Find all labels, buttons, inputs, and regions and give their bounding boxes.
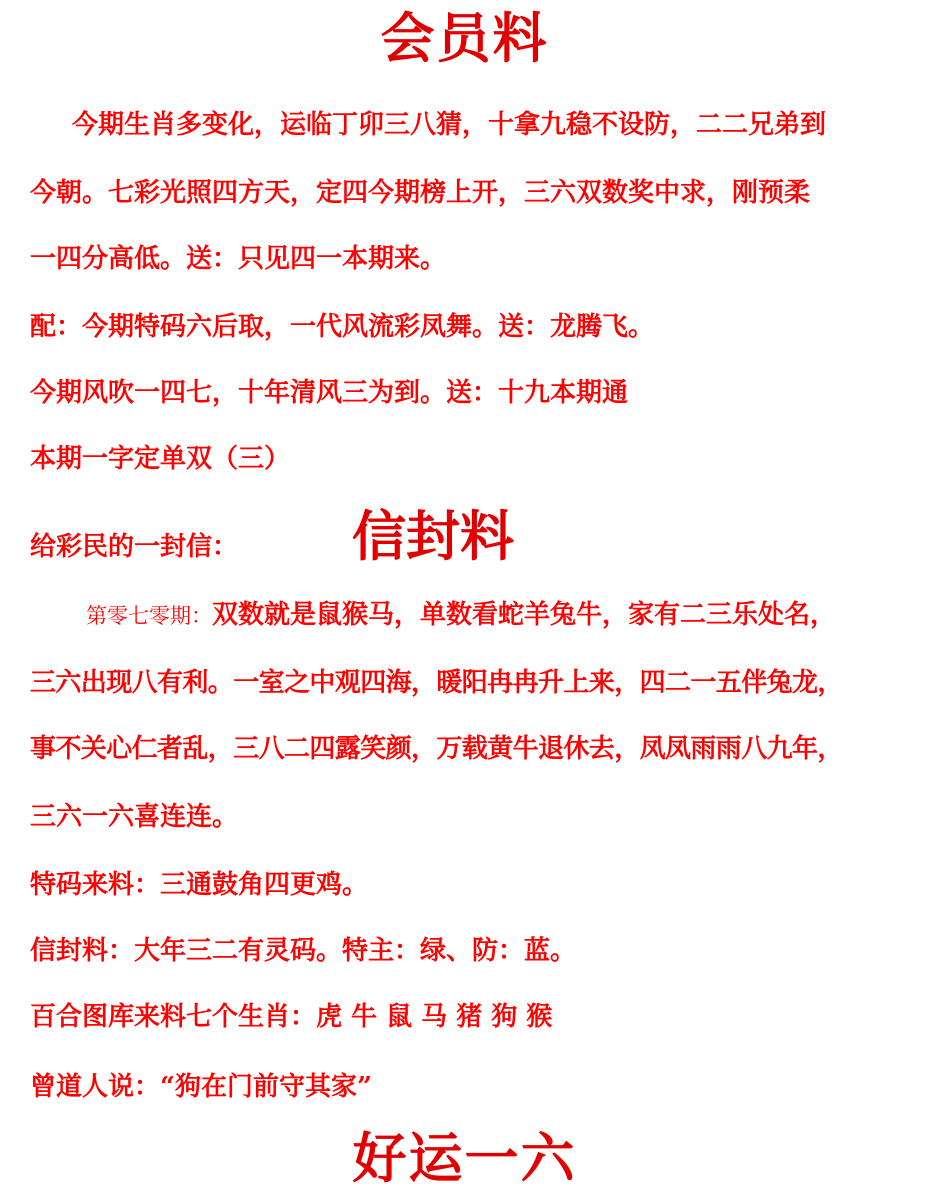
- pairing-line: 配：今期特码六后取，一代风流彩凤舞。送：龙腾飞。: [30, 312, 655, 342]
- paragraph1-line3: 一四分高低。送：只见四一本期来。: [30, 244, 447, 274]
- title-member-material: 会员料: [380, 6, 549, 70]
- wind-line: 今期风吹一四七，十年清风三为到。送：十九本期通: [30, 378, 629, 408]
- letter-line1: [86, 598, 836, 633]
- special-code-line: 特码来料：三通鼓角四更鸡。: [30, 870, 369, 900]
- lily-gallery-line: 百合图库来料七个生肖：虎 牛 鼠 马 猪 狗 猴: [30, 1002, 553, 1032]
- letter-line4: 三六一六喜连连。: [30, 802, 239, 832]
- letter-line3: 事不关心仁者乱，三八二四露笑颜，万载黄牛退休去，凤凤雨雨八九年，: [30, 734, 843, 764]
- taoist-quote-line: 曾道人说：“狗在门前守其家”: [30, 1072, 372, 1102]
- issue-prefix: 第零七零期：: [86, 604, 212, 628]
- odd-even-line: 本期一字定单双（三）: [30, 444, 291, 474]
- paragraph1-line2: 今朝。七彩光照四方天，定四今期榜上开，三六双数奖中求，刚预柔: [30, 178, 811, 208]
- letter-line1-text: 双数就是鼠猴马，单数看蛇羊兔牛，家有二三乐处名，: [212, 600, 837, 630]
- envelope-material-line: 信封料：大年三二有灵码。特主：绿、防：蓝。: [30, 936, 577, 966]
- title-good-luck: 好运一六: [352, 1126, 577, 1190]
- letter-label: 给彩民的一封信：: [30, 532, 239, 562]
- paragraph1-line1: 今期生肖多变化，运临丁卯三八猜，十拿九稳不设防，二二兄弟到: [72, 110, 827, 140]
- letter-line2: 三六出现八有利。一室之中观四海，暖阳冉冉升上来，四二一五伴兔龙，: [30, 668, 843, 698]
- title-envelope-material: 信封料: [352, 504, 514, 568]
